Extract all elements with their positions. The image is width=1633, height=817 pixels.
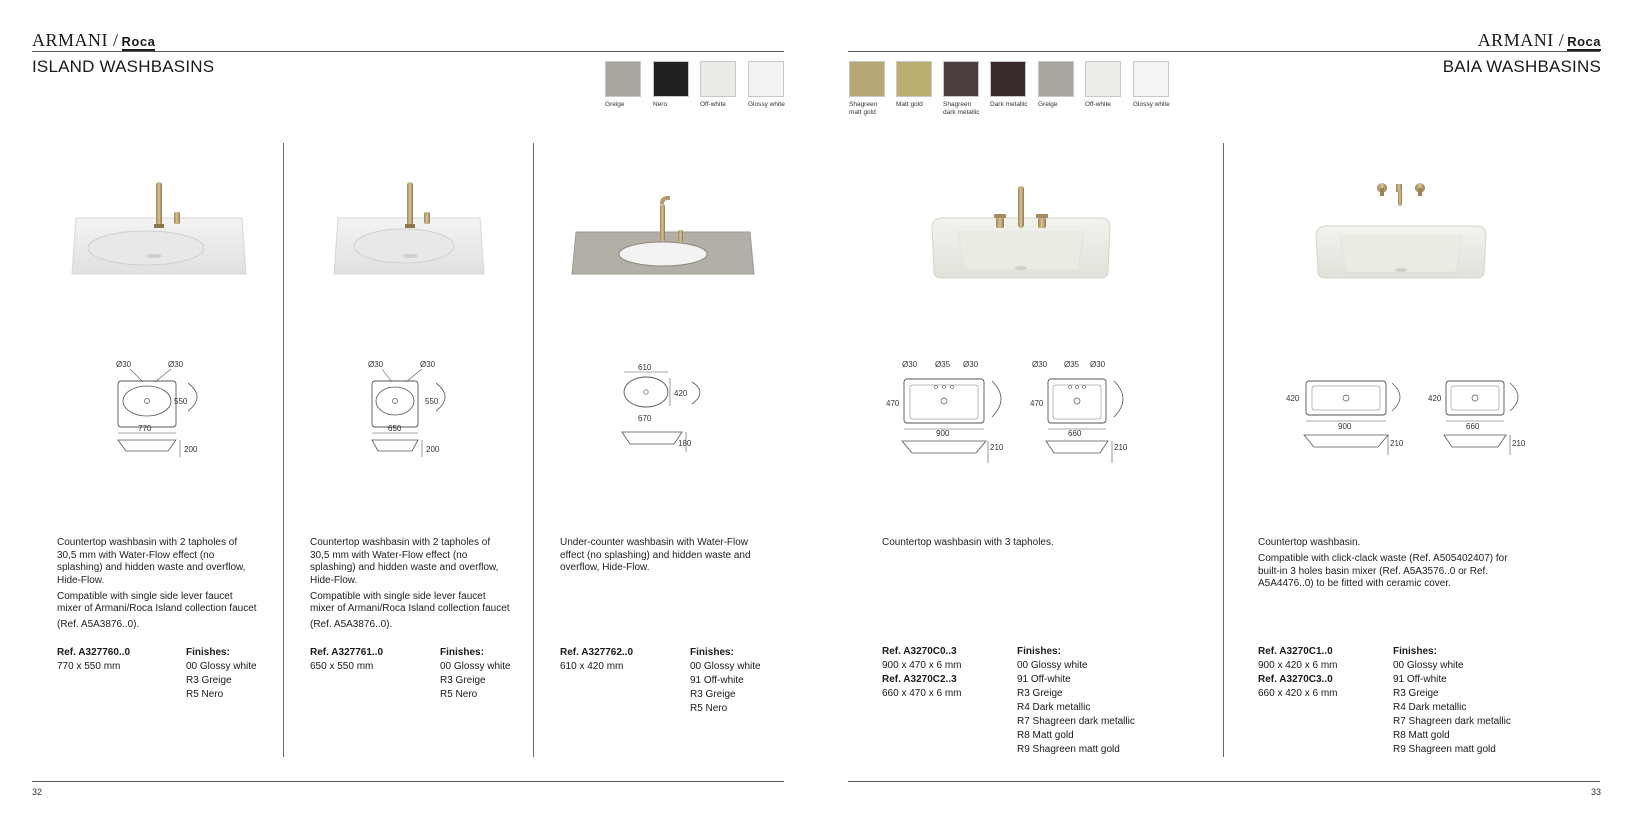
product-description	[57, 537, 257, 635]
reference-code: Ref. A3270C1..0	[1258, 646, 1333, 657]
finish-item: R3 Greige	[440, 675, 486, 686]
finish-item: 91 Off-white	[1017, 674, 1071, 685]
dim-hole: Ø30	[368, 360, 384, 369]
finish-item: R5 Nero	[690, 703, 728, 714]
technical-drawing	[362, 355, 462, 459]
description-text: Countertop washbasin with 2 tapholes of 30,5 mm with Water-Flow effect (no splashing) and hidden waste and overflow, Hide-Flow.	[310, 537, 499, 586]
reference-code: Ref. A327762..0	[560, 647, 634, 658]
dim-depth: 550	[425, 397, 439, 406]
swatch-off-white	[1085, 61, 1121, 97]
technical-drawing	[108, 355, 220, 459]
swatch-off-white	[700, 61, 736, 97]
washbasin-photo	[330, 178, 488, 278]
finishes-list	[1017, 645, 1167, 757]
footer-rule	[32, 781, 784, 782]
brand-logo	[32, 30, 155, 51]
finishes-list	[690, 646, 785, 716]
column-divider	[1223, 143, 1224, 757]
finish-item: R4 Dark metallic	[1017, 702, 1091, 713]
swatch-glossy-white	[748, 61, 784, 97]
page-number: 33	[1590, 787, 1601, 797]
finish-item: 00 Glossy white	[690, 661, 761, 672]
swatch-glossy-white	[1133, 61, 1169, 97]
swatch-greige	[1038, 61, 1074, 97]
reference-code: Ref. A3270C2..3	[882, 674, 957, 685]
reference-size: 660 x 470 x 6 mm	[882, 688, 962, 699]
reference-size: 660 x 420 x 6 mm	[1258, 688, 1338, 699]
reference-size: 650 x 550 mm	[310, 661, 374, 672]
swatch-label: Nero	[653, 101, 668, 108]
finish-item: 00 Glossy white	[440, 661, 511, 672]
product-description	[882, 537, 1142, 553]
dim-hole: Ø30	[963, 360, 979, 369]
swatch-label: Dark metallic	[990, 101, 1028, 108]
washbasin-photo	[1310, 176, 1492, 280]
swatch-label: Glossy white	[748, 101, 785, 108]
product-description	[560, 537, 755, 578]
product-description	[310, 537, 510, 635]
technical-drawing-large	[1286, 375, 1406, 455]
dim-hole: Ø35	[1064, 360, 1080, 369]
reference-size: 900 x 470 x 6 mm	[882, 660, 962, 671]
dim-depth: 420	[1286, 394, 1300, 403]
description-text: (Ref. A5A3876..0).	[57, 619, 140, 630]
dim-height: 210	[1390, 439, 1404, 448]
finish-item: R8 Matt gold	[1393, 730, 1450, 741]
swatch-label: Greige	[605, 101, 625, 108]
header-rule	[848, 51, 1600, 52]
dim-hole: Ø35	[935, 360, 951, 369]
description-text: Compatible with single side lever faucet mixer of Armani/Roca Island collection faucet	[310, 590, 510, 614]
reference-block	[560, 646, 680, 674]
finish-item: R9 Shagreen matt gold	[1393, 744, 1496, 755]
dim-hole: Ø30	[116, 360, 132, 369]
dim-hole: Ø30	[1090, 360, 1106, 369]
reference-code: Ref. A3270C0..3	[882, 646, 957, 657]
finish-item: R4 Dark metallic	[1393, 702, 1467, 713]
finishes-title: Finishes:	[1017, 646, 1061, 657]
description-text: Countertop washbasin with 2 tapholes of 30,5 mm with Water-Flow effect (no splashing) and hidden waste and overflow, Hide-Flow.	[57, 537, 246, 586]
finish-item: R9 Shagreen matt gold	[1017, 744, 1120, 755]
swatch-matt-gold	[896, 61, 932, 97]
finish-item: R5 Nero	[186, 689, 224, 700]
page-title: BAIA WASHBASINS	[1442, 57, 1601, 76]
dim-depth: 420	[1428, 394, 1442, 403]
finish-item: R5 Nero	[440, 689, 478, 700]
dim-width: 900	[1338, 422, 1352, 431]
dim-height: 180	[678, 439, 692, 448]
finish-item: R3 Greige	[186, 675, 232, 686]
finish-item: 91 Off-white	[690, 675, 744, 686]
dim-height: 200	[426, 445, 440, 454]
description-text: Countertop washbasin.	[1258, 537, 1361, 548]
reference-code: Ref. A327760..0	[57, 647, 131, 658]
dim-width: 770	[138, 424, 152, 433]
description-text: Compatible with click-clack waste (Ref. A505402407) for built-in 3 holes basin mixer (Ref. A5A3576..0 or Ref. A5A4476..0) to be fitted with ceramic cover.	[1258, 553, 1508, 589]
finish-item: 00 Glossy white	[1393, 660, 1464, 671]
reference-code: Ref. A3270C3..0	[1258, 674, 1333, 685]
dim-height: 210	[1512, 439, 1526, 448]
finishes-title: Finishes:	[440, 647, 484, 658]
header-rule	[32, 51, 784, 52]
reference-size: 770 x 550 mm	[57, 661, 121, 672]
reference-block	[57, 646, 177, 674]
dim-hole: Ø30	[168, 360, 184, 369]
dim-inner: 670	[638, 414, 652, 423]
dim-width: 650	[388, 424, 402, 433]
dim-depth: 470	[1030, 399, 1044, 408]
reference-size: 900 x 420 x 6 mm	[1258, 660, 1338, 671]
finishes-title: Finishes:	[186, 647, 230, 658]
brand-roca: Roca	[121, 34, 156, 49]
finish-item: R3 Greige	[690, 689, 736, 700]
dim-hole: Ø30	[420, 360, 436, 369]
brand-logo	[1478, 30, 1601, 51]
dim-width: 610	[638, 363, 652, 372]
finishes-list	[1393, 645, 1543, 757]
finish-item: 00 Glossy white	[1017, 660, 1088, 671]
description-text: (Ref. A5A3876..0).	[310, 619, 393, 630]
technical-drawing-small	[1428, 375, 1538, 455]
technical-drawing-large	[884, 357, 1014, 465]
washbasin-photo	[928, 184, 1114, 280]
dim-width: 660	[1068, 429, 1082, 438]
swatch-shagreen-matt-gold	[849, 61, 885, 97]
left-page	[0, 0, 816, 817]
finishes-title: Finishes:	[690, 647, 734, 658]
dim-depth: 550	[174, 397, 188, 406]
right-page	[816, 0, 1633, 817]
swatch-label: Greige	[1038, 101, 1058, 108]
description-text: Compatible with single side lever faucet mixer of Armani/Roca Island collection faucet	[57, 590, 257, 614]
technical-drawing-small	[1030, 357, 1140, 465]
washbasin-photo	[570, 196, 756, 278]
description-text: Under-counter washbasin with Water-Flow effect (no splashing) and hidden waste and overflow, Hide-Flow.	[560, 537, 751, 573]
brand-armani: ARMANI /	[1477, 30, 1565, 50]
swatch-label: Off-white	[1085, 101, 1111, 108]
dim-width: 900	[936, 429, 950, 438]
finish-item: 00 Glossy white	[186, 661, 257, 672]
reference-block	[882, 645, 1007, 701]
description-text: Countertop washbasin with 3 tapholes.	[882, 537, 1054, 548]
reference-block	[310, 646, 430, 674]
page-number: 32	[32, 787, 43, 797]
dim-hole: Ø30	[902, 360, 918, 369]
reference-code: Ref. A327761..0	[310, 647, 384, 658]
dim-width: 660	[1466, 422, 1480, 431]
swatch-dark-metallic	[990, 61, 1026, 97]
finish-item: R3 Greige	[1017, 688, 1063, 699]
dim-height: 210	[990, 443, 1004, 452]
page-title: ISLAND WASHBASINS	[32, 57, 215, 76]
reference-size: 610 x 420 mm	[560, 661, 624, 672]
swatch-nero	[653, 61, 689, 97]
finish-item: R7 Shagreen dark metallic	[1393, 716, 1511, 727]
swatch-shagreen-dark-metallic	[943, 61, 979, 97]
finish-item: R8 Matt gold	[1017, 730, 1074, 741]
swatch-label: Shagreen matt gold	[849, 101, 878, 116]
dim-depth: 470	[886, 399, 900, 408]
column-divider	[283, 143, 284, 757]
finishes-list	[440, 646, 532, 702]
footer-rule	[848, 781, 1600, 782]
washbasin-photo	[68, 178, 250, 278]
finish-item: R7 Shagreen dark metallic	[1017, 716, 1135, 727]
brand-armani: ARMANI /	[32, 30, 119, 50]
column-divider	[533, 143, 534, 757]
finishes-title: Finishes:	[1393, 646, 1437, 657]
swatch-label: Shagreen dark metallic	[943, 101, 980, 116]
reference-block	[1258, 645, 1383, 701]
swatch-greige	[605, 61, 641, 97]
dim-depth: 420	[674, 389, 688, 398]
dim-hole: Ø30	[1032, 360, 1048, 369]
swatch-label: Off-white	[700, 101, 726, 108]
technical-drawing	[618, 362, 718, 454]
dim-height: 210	[1114, 443, 1128, 452]
finish-item: R3 Greige	[1393, 688, 1439, 699]
finish-item: 91 Off-white	[1393, 674, 1447, 685]
brand-roca: Roca	[1567, 34, 1601, 49]
product-description	[1258, 537, 1523, 594]
finishes-list	[186, 646, 281, 702]
swatch-label: Glossy white	[1133, 101, 1170, 108]
swatch-label: Matt gold	[896, 101, 923, 108]
dim-height: 200	[184, 445, 198, 454]
